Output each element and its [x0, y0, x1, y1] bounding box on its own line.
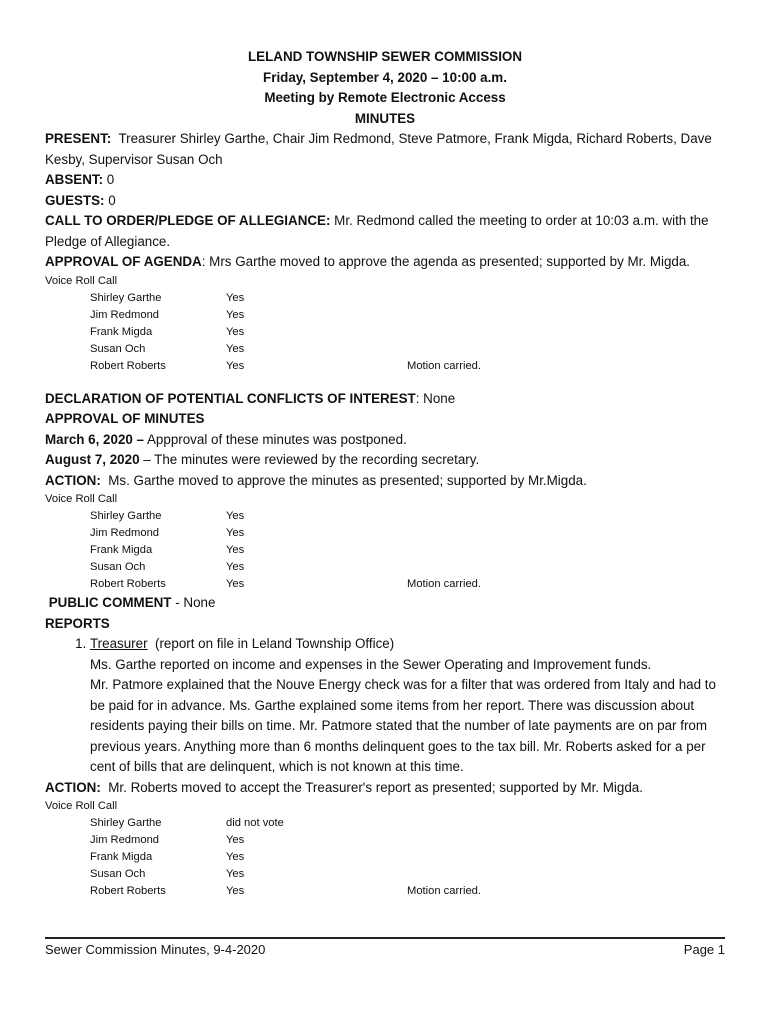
conflicts-label: DECLARATION OF POTENTIAL CONFLICTS OF INTEREST — [45, 390, 416, 406]
call-to-order-label: CALL TO ORDER/PLEDGE OF ALLEGIANCE: — [45, 213, 331, 228]
agenda-text: : Mrs Garthe moved to approve the agenda as presented; supported by Mr. Migda. — [201, 254, 691, 269]
august-text: – The minutes were reviewed by the recording secretary. — [143, 452, 480, 467]
page-number: Page 1 — [683, 942, 725, 957]
action-line-2 — [45, 778, 725, 799]
voter-name: Robert Roberts — [90, 359, 166, 372]
vote-result: Motion carried. — [407, 578, 481, 590]
footer-title: Sewer Commission Minutes, 9-4-2020 — [45, 942, 266, 957]
treasurer-note: (report on file in Leland Township Office) — [155, 636, 395, 651]
vote-table-3 — [45, 815, 725, 900]
absent-label: ABSENT: — [45, 172, 104, 187]
call-to-order-line — [45, 211, 725, 252]
march-label: March 6, 2020 – — [45, 431, 145, 447]
public-comment-text: - None — [175, 595, 216, 610]
present-label: PRESENT: — [45, 131, 112, 146]
voter-vote: Yes — [226, 851, 245, 863]
voter-vote: Yes — [226, 342, 245, 355]
voter-name: Shirley Garthe — [90, 817, 162, 829]
header-line-3: Meeting by Remote Electronic Access — [264, 90, 506, 105]
voter-name: Shirley Garthe — [90, 291, 162, 304]
page-footer — [45, 942, 725, 957]
voter-name: Frank Migda — [90, 544, 153, 556]
vote-result: Motion carried. — [407, 885, 481, 897]
header-line-4: MINUTES — [354, 110, 416, 126]
vote-row — [45, 508, 725, 525]
conflicts-text: : None — [415, 390, 456, 406]
voter-vote: Yes — [226, 544, 245, 556]
vote-row — [45, 815, 725, 832]
absent-text: 0 — [106, 172, 115, 187]
vote-row — [45, 341, 725, 358]
voice-roll-call-label: Voice Roll Call — [45, 274, 118, 287]
voter-name: Jim Redmond — [90, 527, 160, 539]
august-label: August 7, 2020 — [45, 452, 140, 467]
voter-vote: Yes — [226, 868, 245, 880]
action-text: Mr. Roberts moved to accept the Treasurer's report as presented; supported by Mr. Migda. — [108, 779, 643, 795]
action-label: ACTION: — [45, 779, 101, 795]
agenda-line — [45, 252, 725, 273]
treasurer-title: Treasurer — [90, 636, 148, 651]
voter-vote: Yes — [226, 359, 245, 372]
call-to-order-text: Mr. Redmond called the meeting to order at 10:03 a.m. with the Pledge of Allegiance. — [45, 213, 709, 249]
voter-vote: Yes — [226, 325, 245, 338]
voter-vote: did not vote — [226, 817, 284, 829]
vote-row — [45, 324, 725, 341]
voter-name: Susan Och — [90, 342, 146, 355]
present-line — [45, 129, 725, 170]
reports-heading: REPORTS — [45, 615, 110, 631]
public-comment-line — [45, 593, 725, 614]
voter-vote: Yes — [226, 578, 245, 590]
voter-vote: Yes — [226, 561, 245, 573]
march-text: Appproval of these minutes was postponed. — [147, 431, 407, 447]
voter-name: Shirley Garthe — [90, 510, 162, 522]
vote-row — [45, 849, 725, 866]
voter-name: Frank Migda — [90, 325, 153, 338]
reports-list — [45, 634, 725, 778]
guests-label: GUESTS: — [45, 192, 105, 208]
voter-vote: Yes — [226, 885, 245, 897]
vote-row — [45, 525, 725, 542]
vote-row — [45, 832, 725, 849]
treasurer-paragraph-1: Ms. Garthe reported on income and expenses in the Sewer Operating and Improvement funds. — [90, 656, 652, 672]
guests-line — [45, 191, 725, 212]
voter-name: Susan Och — [90, 561, 146, 573]
header-line-2: Friday, September 4, 2020 – 10:00 a.m. — [263, 69, 507, 85]
voter-name: Frank Migda — [90, 851, 153, 863]
vote-table-1 — [45, 290, 725, 375]
vote-row — [45, 358, 725, 375]
voter-vote: Yes — [226, 527, 245, 539]
vote-result: Motion carried. — [407, 359, 481, 372]
voter-vote: Yes — [226, 510, 245, 522]
august-line — [45, 450, 725, 471]
treasurer-paragraph-2: Mr. Patmore explained that the Nouve Energy check was for a filter that was ordered from Italy and had to be paid for in advance. Ms. Garthe explained some items from her report. There was discussion about residents paying their bills on time. Mr. Patmore stated that the number of late payments are on par from previous years. Anything more than 6 months delinquent goes to the tax bill. Mr. Roberts asked for a per cent of bills that are delinquent, which is not known at this time. — [90, 677, 716, 774]
vote-row — [45, 307, 725, 324]
vote-row — [45, 866, 725, 883]
voice-roll-call-label: Voice Roll Call — [45, 493, 118, 505]
vote-row — [45, 542, 725, 559]
vote-table-2 — [45, 508, 725, 593]
march-line — [45, 430, 725, 451]
document-header — [45, 47, 725, 129]
public-comment-label: PUBLIC COMMENT — [48, 595, 172, 610]
action-line-1 — [45, 471, 725, 492]
vote-row — [45, 290, 725, 307]
voter-name: Jim Redmond — [90, 834, 160, 846]
voter-name: Robert Roberts — [90, 578, 166, 590]
action-label: ACTION: — [45, 472, 101, 488]
footer-divider — [45, 937, 725, 939]
voter-name: Robert Roberts — [90, 885, 166, 897]
voice-roll-call-label: Voice Roll Call — [45, 800, 118, 812]
header-line-1: LELAND TOWNSHIP SEWER COMMISSION — [247, 49, 523, 64]
present-text: Treasurer Shirley Garthe, Chair Jim Redmond, Steve Patmore, Frank Migda, Richard Roberts, Dave Kesby, Supervisor Susan Och — [45, 131, 712, 167]
minutes-body — [45, 47, 725, 900]
voter-vote: Yes — [226, 291, 245, 304]
voter-vote: Yes — [226, 308, 245, 321]
voter-name: Jim Redmond — [90, 308, 160, 321]
approval-minutes-heading: APPROVAL OF MINUTES — [45, 411, 205, 426]
vote-row — [45, 559, 725, 576]
voter-name: Susan Och — [90, 868, 146, 880]
absent-line — [45, 170, 725, 191]
report-item-treasurer — [90, 634, 725, 778]
conflicts-line — [45, 389, 725, 410]
guests-text: 0 — [108, 192, 116, 208]
agenda-label: APPROVAL OF AGENDA — [45, 254, 202, 269]
voter-vote: Yes — [226, 834, 245, 846]
vote-row — [45, 576, 725, 593]
action-text: Ms. Garthe moved to approve the minutes as presented; supported by Mr.Migda. — [108, 472, 587, 488]
vote-row — [45, 883, 725, 900]
